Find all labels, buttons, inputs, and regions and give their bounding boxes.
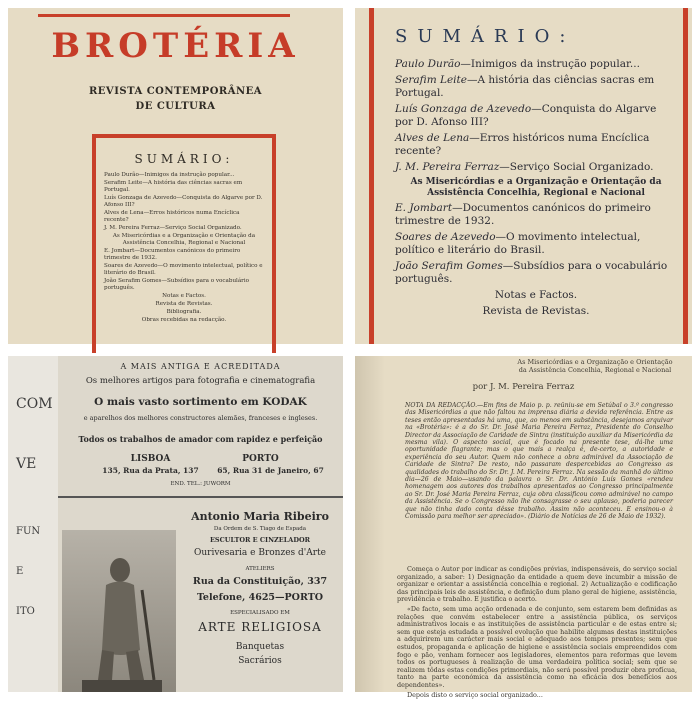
cover-summary-item: Revista de Revistas. — [155, 301, 213, 307]
summary-entry-text: —Conquista do Algarve por D. Afonso III? — [395, 103, 657, 128]
summary-entry: As Misericórdias e a Organização e Orientação da Assistência Concelhia, Regional e Nacional — [410, 177, 662, 198]
article-header — [505, 358, 685, 374]
summary-list — [395, 58, 677, 321]
kodak-ad-city-lisboa: LISBOA — [130, 454, 171, 464]
cover-summary-list — [96, 166, 272, 324]
cover-summary-item: Luís Gonzaga de Azevedo—Conquista do Algarve por D. Afonso III? — [104, 195, 263, 208]
summary-left-red-border — [369, 8, 374, 344]
kodak-ad-telegram: END. TEL.: JUWORM — [170, 481, 231, 487]
summary-entry — [395, 202, 677, 228]
cover-title: BROTÉRIA — [51, 26, 300, 66]
article-header-line1: As Misericórdias e a Organização e Orientação — [517, 358, 673, 366]
cover-summary-item: João Serafim Gomes—Subsídios para o vocabulário português. — [104, 278, 250, 291]
cover-summary-item: E. Jombart—Documentos canónicos do primeiro trimestre de 1932. — [104, 248, 241, 261]
kodak-ad — [58, 356, 343, 498]
facing-page-letters: VE — [16, 456, 37, 472]
kodak-ad-line1: A MAIS ANTIGA E ACREDITADA — [120, 362, 281, 371]
summary-entry-author: Luís Gonzaga de Azevedo — [395, 103, 532, 115]
summary-entry — [395, 58, 677, 71]
summary-entry — [395, 161, 677, 174]
cover-summary-box — [92, 134, 276, 353]
sculptor-item1: Banquetas — [235, 642, 285, 652]
kodak-ad-line4: e aparelhos dos melhores constructores alemães, franceses e ingleses. — [83, 414, 318, 422]
article-author: por J. M. Pereira Ferraz — [472, 382, 575, 392]
article-page — [355, 356, 692, 699]
cover-page — [8, 8, 343, 344]
cover-summary-heading: SUMÁRIO: — [134, 152, 234, 166]
statue-figure-icon — [62, 530, 176, 692]
summary-entry-author: J. M. Pereira Ferraz — [395, 161, 500, 173]
kodak-ad-line5: Todos os trabalhos de amador com rapidez e perfeição — [78, 434, 323, 444]
sculptor-speciality: ESPECIALISADO EM — [230, 610, 290, 616]
article-editorial-note: NOTA DA REDACÇÃO.—Em fins de Maio p. p. reüniu-se em Setúbal o 3.º congresso das Misericórdias a que não faltou na imprensa diária a devida referência. Entre as teses então apresentadas há uma, que, ao menos em substância, desejamos arquivar na «Brotéria»: é a do Sr. Dr. José Maria Pereira Ferraz, Presidente do Conselho Director da Associação de Caridade de Sintra (instituição auxiliar da Misericórdia da mesma vila). O aspecto social, que é focado na presente tese, dá-lhe uma oportunidade flagrante; mas o que mais a realça é, de-certo, a autoridade e experiência do seu Autor. Quem não conhece a obra admirável da Associação de Caridade de Sintra? De resto, não passaram despercebidas ao Congresso as qualidades do trabalho do Sr. Dr. J. M. Pereira Ferraz. Na sessão da manhã do último dia—26 de Maio—usando da palavra o Sr. Dr. António Luís Gomes «rendeu homenagem aos autores dos trabalhos apresentados ao Congresso principalmente ao Sr. Dr. José Maria Pereira Ferraz, cuja obra classificou como admirável no campo da Assistência. Se o Congresso não lhe consagrasse o seu aplauso, poderia parecer que não tinha dado conta dêsse trabalho. Assim não aconteceu. E ensinou-o à Comissão para melhor ser apreciado». (Diário de Notícias de 26 de Maio de 1932). — [405, 402, 673, 521]
kodak-ad-address-porto: 65, Rua 31 de Janeiro, 67 — [217, 466, 324, 475]
sculptor-art: ARTE RELIGIOSA — [198, 620, 322, 634]
summary-closeup — [355, 8, 692, 344]
summary-entry — [395, 74, 677, 100]
sculptor-name: Antonio Maria Ribeiro — [191, 510, 329, 523]
article-header-line2: da Assistência Concelhia, Regional e Nacional — [518, 366, 672, 374]
sculptor-ateliers: ATELIERS — [245, 566, 275, 572]
sculptor-item2: Sacrários — [238, 656, 282, 666]
summary-entry-author: Alves de Lena — [395, 132, 470, 144]
facing-page-letters: E — [16, 566, 24, 577]
kodak-ad-line3: O mais vasto sortimento em KODAK — [94, 396, 307, 408]
summary-entry-text: —Erros históricos numa Encíclica recente? — [395, 132, 650, 157]
sculptor-order: Da Ordem de S. Tiago de Espada — [213, 526, 307, 532]
sculptor-trade2: Ourivesaria e Bronzes d'Arte — [193, 548, 326, 558]
article-paragraph: «De facto, sem uma acção ordenada e de conjunto, sem estarem bem definidas as relações que convém estabelecer entre a assistência pública, os serviços administrativos locais e as instituições de assistência particular e de estas entre si; sem que esteja estudada a possível evolução que habilite algumas destas instituições a adquirirem um carácter mais social e adequado aos tempos presentes; sem que estudos, propaganda e aplicação de higiene e assistência sociais empreendidos com fogo e pão, venham fornecer aos legisladores, elementos para reformas que levem todos os portugueses à realização de uma verdadeira política social; sem que se realizem tôdas estas condições primordiais, não será possível produzir obra profícua, tanto na parte económica da assistência como na eficácia dos benefícios aos dependentes». — [397, 604, 677, 689]
cover-top-rule — [38, 14, 290, 17]
facing-page-strip — [8, 356, 58, 692]
summary-entry — [395, 260, 677, 286]
facing-page-letters: ITO — [16, 606, 35, 617]
cover-subtitle-line2: DE CULTURA — [135, 101, 216, 112]
summary-entry-text: —Serviço Social Organizado. — [499, 161, 654, 173]
facing-page-letters: FUN — [16, 526, 41, 537]
facing-page-letters: COM — [16, 396, 53, 412]
cover-summary-item: Notas e Factos. — [162, 293, 206, 299]
summary-entry — [395, 103, 677, 129]
summary-entry-author: Paulo Durão — [395, 58, 461, 70]
summary-entry-author: Serafim Leite — [395, 74, 467, 86]
cover-summary-item: Bibliografia. — [166, 309, 202, 315]
sculptor-street: Rua da Constituição, 337 — [192, 576, 328, 587]
article-paragraph: Depois disto o serviço social organizado... — [407, 690, 543, 699]
cover-summary-item: As Misericórdias e a Organização e Orientação da Assistência Concelhia, Regional e Nacional — [112, 233, 256, 246]
summary-entry-author: João Serafim Gomes — [395, 260, 503, 272]
sculptor-ad — [58, 504, 343, 692]
cover-subtitle — [8, 84, 343, 114]
summary-entry-text: —Documentos canónicos do primeiro trimestre de 1932. — [395, 202, 651, 227]
kodak-ad-line2: Os melhores artigos para fotografia e cinematografia — [85, 376, 316, 386]
summary-entry-author: E. Jombart — [395, 202, 453, 214]
article-paragraph: Começa o Autor por indicar as condições prévias, indispensáveis, do serviço social organizado, a saber: 1) Designação da entidade a quem deve incumbir a missão de organizar e orientar a assistência concelhia e regional. 2) Actualização e codificação das principais leis de assistência, e definição dum plano geral de higiene, assistência, previdência e trabalho. E justifica o acerto. — [397, 565, 677, 604]
summary-entry: Revista de Revistas. — [482, 305, 590, 317]
ads-page — [8, 356, 343, 692]
kodak-ad-city-porto: PORTO — [242, 454, 279, 464]
cover-summary-item: Obras recebidas na redacção. — [141, 317, 227, 323]
page-gutter-shadow — [355, 356, 385, 692]
summary-heading: SUMÁRIO: — [395, 26, 576, 47]
cover-summary-item: J. M. Pereira Ferraz—Serviço Social Organizado. — [104, 225, 242, 231]
sculptor-phone: Telefone, 4625—PORTO — [196, 592, 324, 603]
saint-statue-photo — [62, 530, 176, 692]
article-body — [397, 566, 677, 701]
summary-entry-author: Soares de Azevedo — [395, 231, 496, 243]
summary-right-red-border — [683, 8, 688, 344]
cover-summary-item: Paulo Durão—Inimigos da instrução popular... — [104, 172, 235, 178]
cover-subtitle-line1: REVISTA CONTEMPORÂNEA — [89, 86, 262, 97]
summary-entry-text: —Inimigos da instrução popular... — [460, 58, 640, 70]
summary-entry-text: —Subsídios para o vocabulário português. — [395, 260, 668, 285]
summary-entry — [395, 231, 677, 257]
summary-entry-text: —A história das ciências sacras em Portugal. — [395, 74, 655, 99]
sculptor-trade1: ESCULTOR E CINZELADOR — [209, 536, 311, 544]
cover-summary-item: Serafim Leite—A história das ciências sacras em Portugal. — [104, 180, 243, 193]
summary-entry: Notas e Factos. — [494, 289, 578, 301]
cover-summary-item: Alves de Lena—Erros históricos numa Encíclica recente? — [104, 210, 240, 223]
summary-entry — [395, 132, 677, 158]
summary-entry-text: —O movimento intelectual, político e literário do Brasil. — [395, 231, 641, 256]
cover-summary-item: Soares de Azevedo—O movimento intelectual, político e literário do Brasil. — [104, 263, 263, 276]
kodak-ad-address-lisboa: 135, Rua da Prata, 137 — [102, 466, 199, 475]
